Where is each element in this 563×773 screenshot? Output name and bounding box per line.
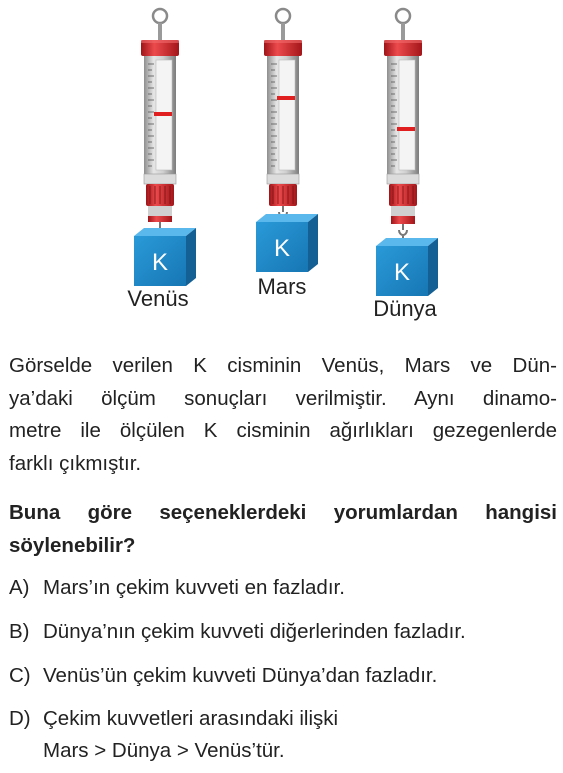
option-text: Venüs’ün çekim kuvveti Dünya’dan fazladır. [43, 664, 438, 687]
question-line: söylenebilir? [9, 534, 136, 557]
option-text: Mars’ın çekim kuvveti en fazladır. [43, 576, 345, 599]
label-mars: Mars [257, 274, 307, 299]
option-text-continued: Mars > Dünya > Venüs’tür. [43, 739, 285, 762]
option-d[interactable] [9, 703, 338, 767]
paragraph-line: Görselde verilen K cisminin Venüs, Mars ve Dün- [9, 354, 557, 377]
option-b[interactable] [9, 616, 466, 648]
box-letter-venus: K [151, 249, 169, 276]
scale-mars [264, 9, 302, 226]
option-letter: D) [9, 707, 31, 730]
paragraph-line: farklı çıkmıştır. [9, 451, 142, 475]
option-letter: A) [9, 576, 30, 599]
option-c[interactable] [9, 660, 437, 692]
indicator-dunya [397, 127, 415, 131]
box-letter-dunya: K [393, 259, 411, 286]
option-a[interactable] [9, 572, 345, 604]
description-paragraph [9, 350, 557, 480]
paragraph-line: metre ile ölçülen K cisminin ağırlıkları gezegenlerde [9, 419, 557, 442]
label-venus: Venüs [127, 286, 189, 311]
indicator-venus [154, 112, 172, 116]
scale-dunya [384, 9, 422, 244]
option-letter: B) [9, 620, 30, 643]
option-letter: C) [9, 664, 31, 687]
option-text: Çekim kuvvetleri arasındaki ilişki [43, 707, 339, 730]
option-text: Dünya’nın çekim kuvveti diğerlerinden fazladır. [43, 620, 466, 643]
label-dunya: Dünya [373, 296, 437, 321]
scale-venus [141, 9, 179, 242]
question-stem [9, 496, 557, 562]
box-letter-mars: K [273, 235, 291, 262]
indicator-mars [277, 96, 295, 100]
question-line: Buna göre seçeneklerdeki yorumlardan hangisi [9, 501, 557, 524]
paragraph-line: ya’daki ölçüm sonuçları verilmiştir. Aynı dinamo- [9, 386, 557, 410]
